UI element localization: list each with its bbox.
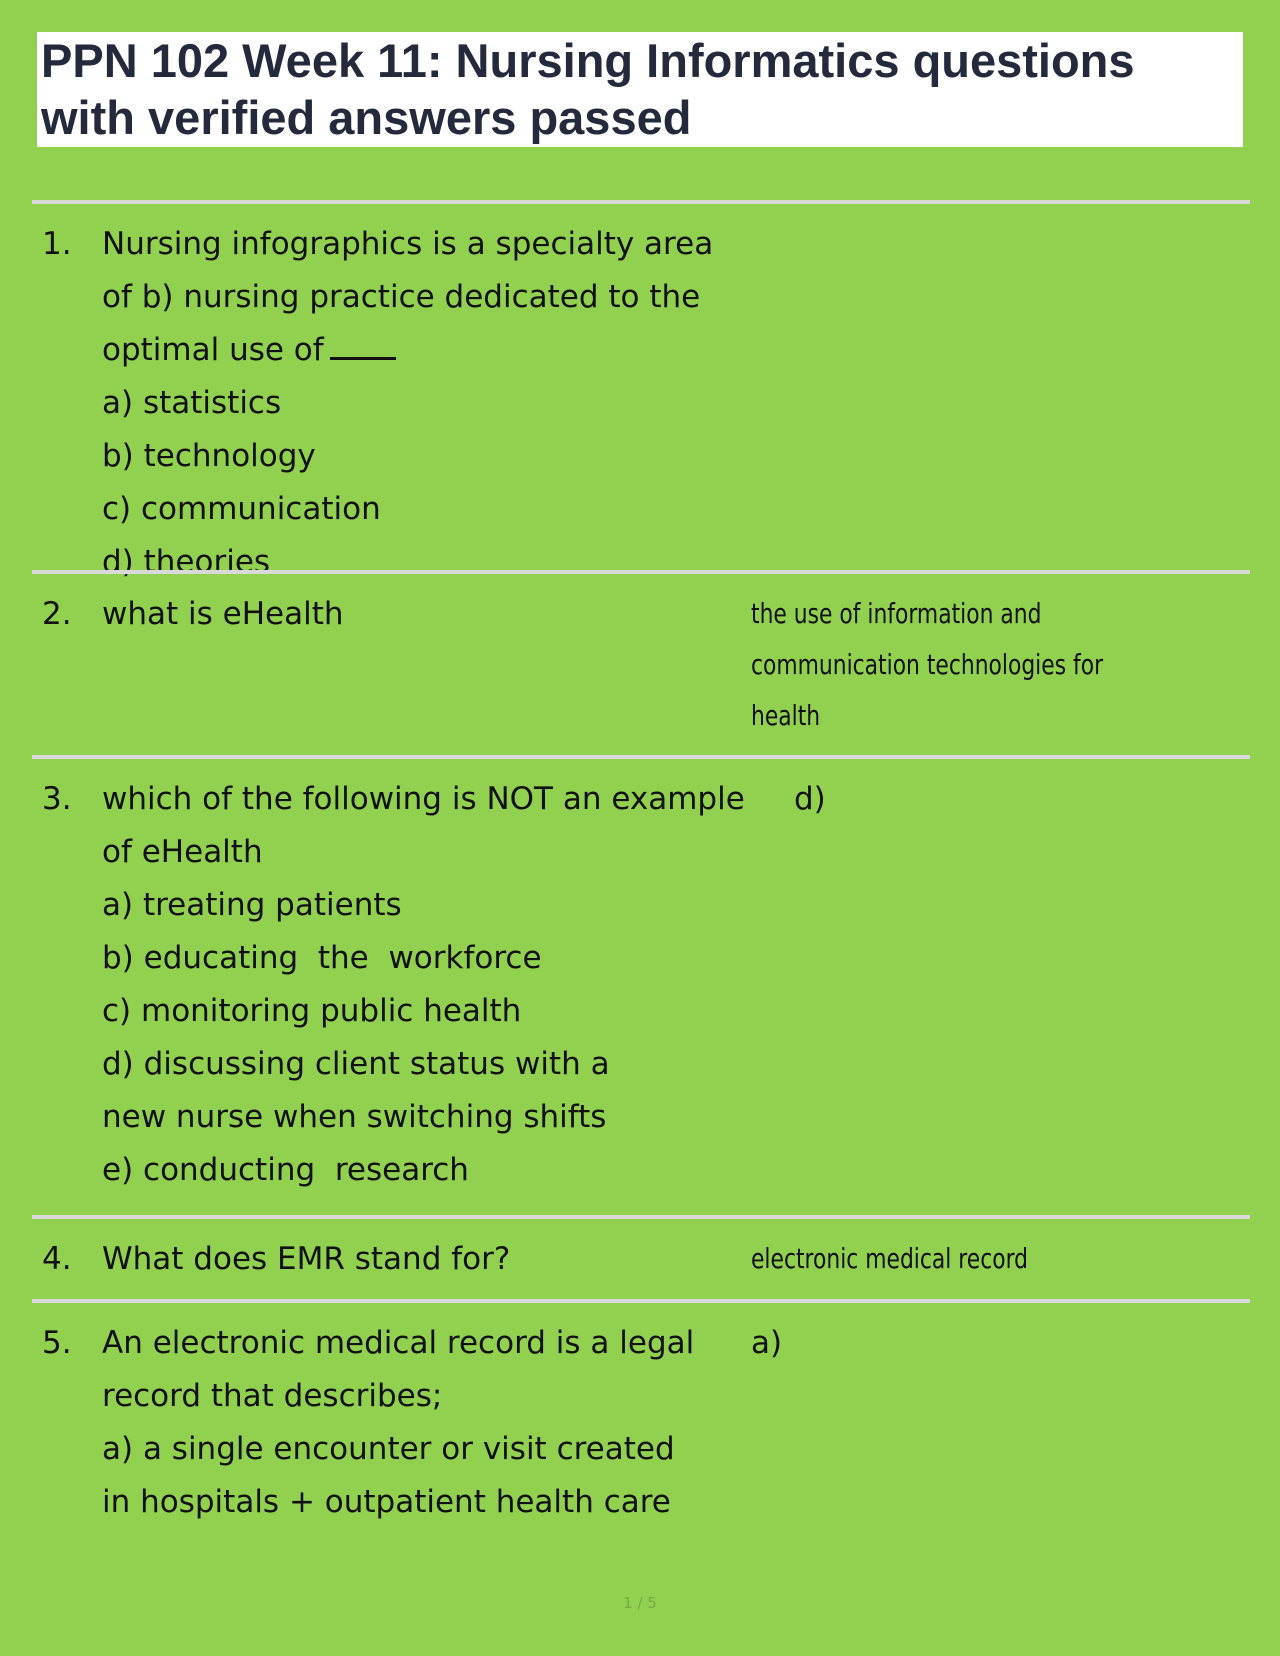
question-line: What does EMR stand for? <box>102 1241 511 1277</box>
question-line: of b) nursing practice dedicated to the <box>102 279 701 315</box>
option-d: d) theories <box>102 544 271 580</box>
option-b: b) educating the workforce <box>102 940 542 976</box>
answer-text: electronic medical record <box>751 1242 1029 1275</box>
question-text <box>102 218 782 589</box>
question-text <box>102 773 782 1197</box>
page-indicator: 1 / 5 <box>623 1594 657 1612</box>
question-4 <box>32 1215 1250 1299</box>
question-line: of eHealth <box>102 834 263 870</box>
option-c: c) communication <box>102 491 381 527</box>
answer-line: the use of information and <box>751 597 1042 630</box>
option-d-continued: new nurse when switching shifts <box>102 1099 607 1135</box>
question-text <box>102 1233 782 1286</box>
option-a: a) a single encounter or visit created <box>102 1431 675 1467</box>
question-line: Nursing infographics is a specialty area <box>102 226 714 262</box>
option-c: c) monitoring public health <box>102 993 522 1029</box>
question-1 <box>32 200 1250 580</box>
question-number: 4. <box>42 1241 72 1277</box>
question-line: what is eHealth <box>102 596 344 632</box>
option-a-continued: in hospitals + outpatient health care <box>102 1484 671 1520</box>
question-number: 2. <box>42 596 72 632</box>
option-b: b) technology <box>102 438 316 474</box>
question-text <box>102 1317 782 1529</box>
question-line: optimal use of <box>102 332 324 368</box>
option-a: a) treating patients <box>102 887 402 923</box>
question-line: which of the following is NOT an example <box>102 781 745 817</box>
answer-text: a) <box>751 1325 783 1361</box>
question-5 <box>32 1299 1250 1529</box>
question-3 <box>32 755 1250 1215</box>
answer-blank <box>330 357 396 360</box>
option-e: e) conducting research <box>102 1152 469 1188</box>
answer-line: health <box>751 699 821 732</box>
answer-text: d) <box>794 781 826 817</box>
question-list <box>32 200 1250 1529</box>
question-number: 5. <box>42 1325 72 1361</box>
question-number: 1. <box>42 226 72 262</box>
title-line-1: PPN 102 Week 11: Nursing Informatics questions <box>41 34 1135 87</box>
answer-line: communication technologies for <box>751 648 1104 681</box>
question-2 <box>32 570 1250 755</box>
document-title <box>41 32 1239 146</box>
answer-text <box>751 588 1125 741</box>
document-title-box <box>37 32 1243 147</box>
option-d: d) discussing client status with a <box>102 1046 610 1082</box>
title-line-2: with verified answers passed <box>41 91 692 144</box>
question-number: 3. <box>42 781 72 817</box>
question-line-with-blank <box>102 324 782 377</box>
question-line: An electronic medical record is a legal <box>102 1325 695 1361</box>
question-line: record that describes; <box>102 1378 443 1414</box>
option-a: a) statistics <box>102 385 282 421</box>
question-text <box>102 588 782 641</box>
